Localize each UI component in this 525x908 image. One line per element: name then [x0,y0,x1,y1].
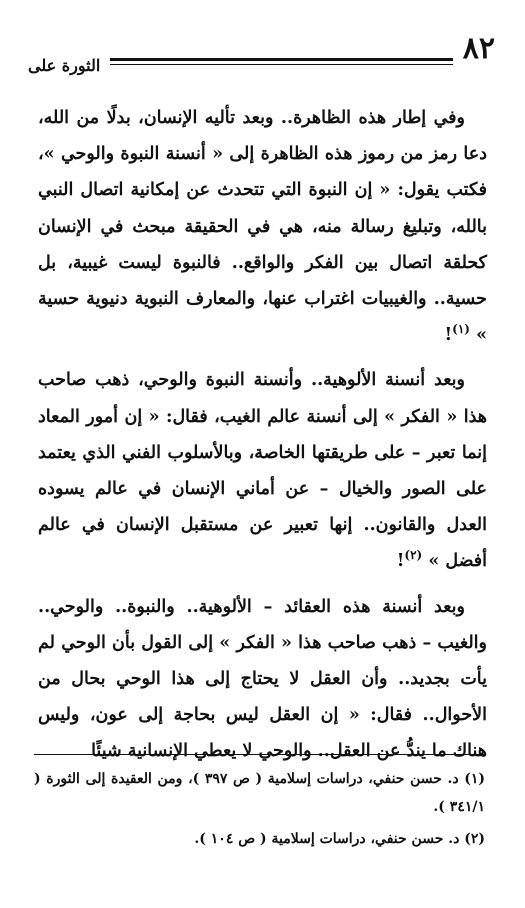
paragraph-2-end: ! [396,551,405,572]
paragraph-1 [38,100,487,353]
paragraph-1-end: ! [444,325,453,346]
footnote-2: (٢) د. حسن حنفي، دراسات إسلامية ( ص ١٠٤ ). [194,831,485,847]
footnote-1: (١) د. حسن حنفي، دراسات إسلامية ( ص ٣٩٧ )، ومن العقيدة إلى الثورة ( ٣٤١/١ ). [34,771,485,815]
header-rule-thin [110,64,452,65]
paragraph-2-text: وبعد أنسنة الألوهية.. وأنسنة النبوة والوحي، ذهب صاحب هذا « الفكر » إلى أنسنة عالم الغيب، فقال: « إن أمور المعاد إنما تعبر – على طريقتها الخاصة، وبالأسلوب الفني الذي يعتمد على الصور والخيال – عن أماني الإنسان في عالم يسوده العدل والقانون.. إنها تعبير عن مستقبل الإنسان في عالم أفضل » [38,370,487,572]
paragraph-1-text: وفي إطار هذه الظاهرة.. وبعد تأليه الإنسان، بدلًا من الله، دعا رمز من رموز هذه الظاهرة إلى « أنسنة النبوة والوحي »، فكتب يقول: « إن النبوة التي تتحدث عن إمكانية اتصال النبي بالله، وتبليغ رسالة منه، هي في الحقيقة مبحث في الإنسان كحلقة اتصال بين الفكر والواقع.. فالنبوة ليست غيبية، بل حسية.. والغيبيات اغتراب عنها، والمعارف النبوية دنيوية حسية » [38,108,487,346]
body-text [38,100,487,770]
paragraph-3 [38,589,487,770]
footnotes [34,754,485,853]
paragraph-2 [38,362,487,579]
header-rule [110,58,452,65]
footnote-ref-1: (١) [452,322,470,337]
running-title: الثورة على [28,56,101,75]
footnote-ref-2: (٢) [404,548,423,563]
page-header [28,31,495,78]
paragraph-3-text: وبعد أنسنة هذه العقائد – الألوهية.. والنبوة.. والوحي.. والغيب – ذهب صاحب هذا « الفكر » إلى القول بأن الوحي لم يأت بجديد.. وأن العقل لا يحتاج إلى هذا الوحي بحال من الأحوال.. فقال: « إن العقل ليس بحاجة إلى عون، وليس هناك ما يندُّ عن العقل.. والوحي لا يعطي الإنسانية شيئًا [38,596,487,762]
page-number: ٨٢ [462,31,495,66]
header-rule-thick [110,58,452,61]
